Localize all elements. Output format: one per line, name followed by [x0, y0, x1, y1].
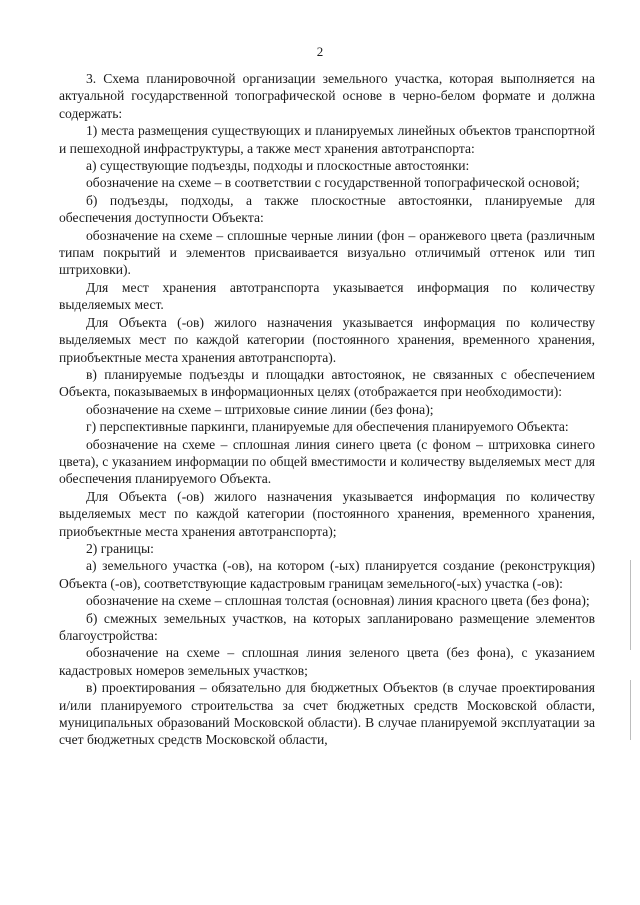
paragraph: Для Объекта (-ов) жилого назначения указывается информация по количеству выделяемых мест по каждой категории (постоянного хранения, временного хранения, приобъектные места хранения автотранспорта).: [59, 314, 595, 365]
paragraph: Для Объекта (-ов) жилого назначения указывается информация по количеству выделяемых мест по каждой категории (постоянного хранения, временного хранения, приобъектные места хранения автотранспорта);: [59, 488, 595, 539]
paragraph: в) проектирования – обязательно для бюджетных Объектов (в случае проектирования и/или планируемого строительства за счет бюджетных средств Московской области, муниципальных образований Московской области). В случае планируемой эксплуатации за счет бюджетных средств Московской области,: [59, 680, 595, 748]
paragraph: а) существующие подъезды, подходы и плоскостные автостоянки:: [86, 158, 470, 174]
paragraph: б) подъезды, подходы, а также плоскостные автостоянки, планируемые для обеспечения доступности Объекта:: [59, 192, 595, 226]
paragraph: обозначение на схеме – сплошная толстая (основная) линия красного цвета (без фона);: [86, 593, 590, 609]
document-body: [59, 70, 595, 749]
paragraph: 3. Схема планировочной организации земельного участка, которая выполняется на актуальной государственной топографической основе в черно-белом формате и должна содержать:: [59, 71, 595, 121]
page-number: 2: [316, 44, 324, 59]
paragraph: обозначение на схеме – сплошная линия синего цвета (с фоном – штриховка синего цвета), с указанием информации по общей вместимости и количеству выделяемых мест для обеспечения планируемого Объекта.: [59, 436, 595, 487]
paragraph: обозначение на схеме – в соответствии с государственной топографической основой;: [86, 175, 580, 191]
paragraph: обозначение на схеме – сплошные черные линии (фон – оранжевого цвета (различным типам покрытий и элементов присваивается визуально отличимый оттенок или тип штриховки).: [59, 227, 595, 278]
paragraph: а) земельного участка (-ов), на котором (-ых) планируется создание (реконструкция) Объекта (-ов), соответствующие кадастровым границам земельного(-ых) участка (-ов):: [59, 558, 595, 591]
scan-margin-mark: [630, 680, 631, 740]
paragraph: г) перспективные паркинги, планируемые для обеспечения планируемого Объекта:: [86, 419, 569, 435]
paragraph: Для мест хранения автотранспорта указывается информация по количеству выделяемых мест.: [59, 279, 595, 313]
paragraph: обозначение на схеме – сплошная линия зеленого цвета (без фона), с указанием кадастровых номеров земельных участков;: [59, 645, 595, 678]
scan-margin-mark: [630, 560, 631, 650]
paragraph: обозначение на схеме – штриховые синие линии (без фона);: [86, 401, 434, 417]
paragraph: 2) границы:: [86, 540, 154, 556]
paragraph: б) смежных земельных участков, на которых запланировано размещение элементов благоустройства:: [59, 610, 595, 643]
paragraph: в) планируемые подъезды и площадки автостоянок, не связанных с обеспечением Объекта, показываемых в информационных целях (отображается при необходимости):: [59, 366, 595, 400]
paragraph: 1) места размещения существующих и планируемых линейных объектов транспортной и пешеходной инфраструктуры, а также мест хранения автотранспорта:: [59, 123, 595, 156]
